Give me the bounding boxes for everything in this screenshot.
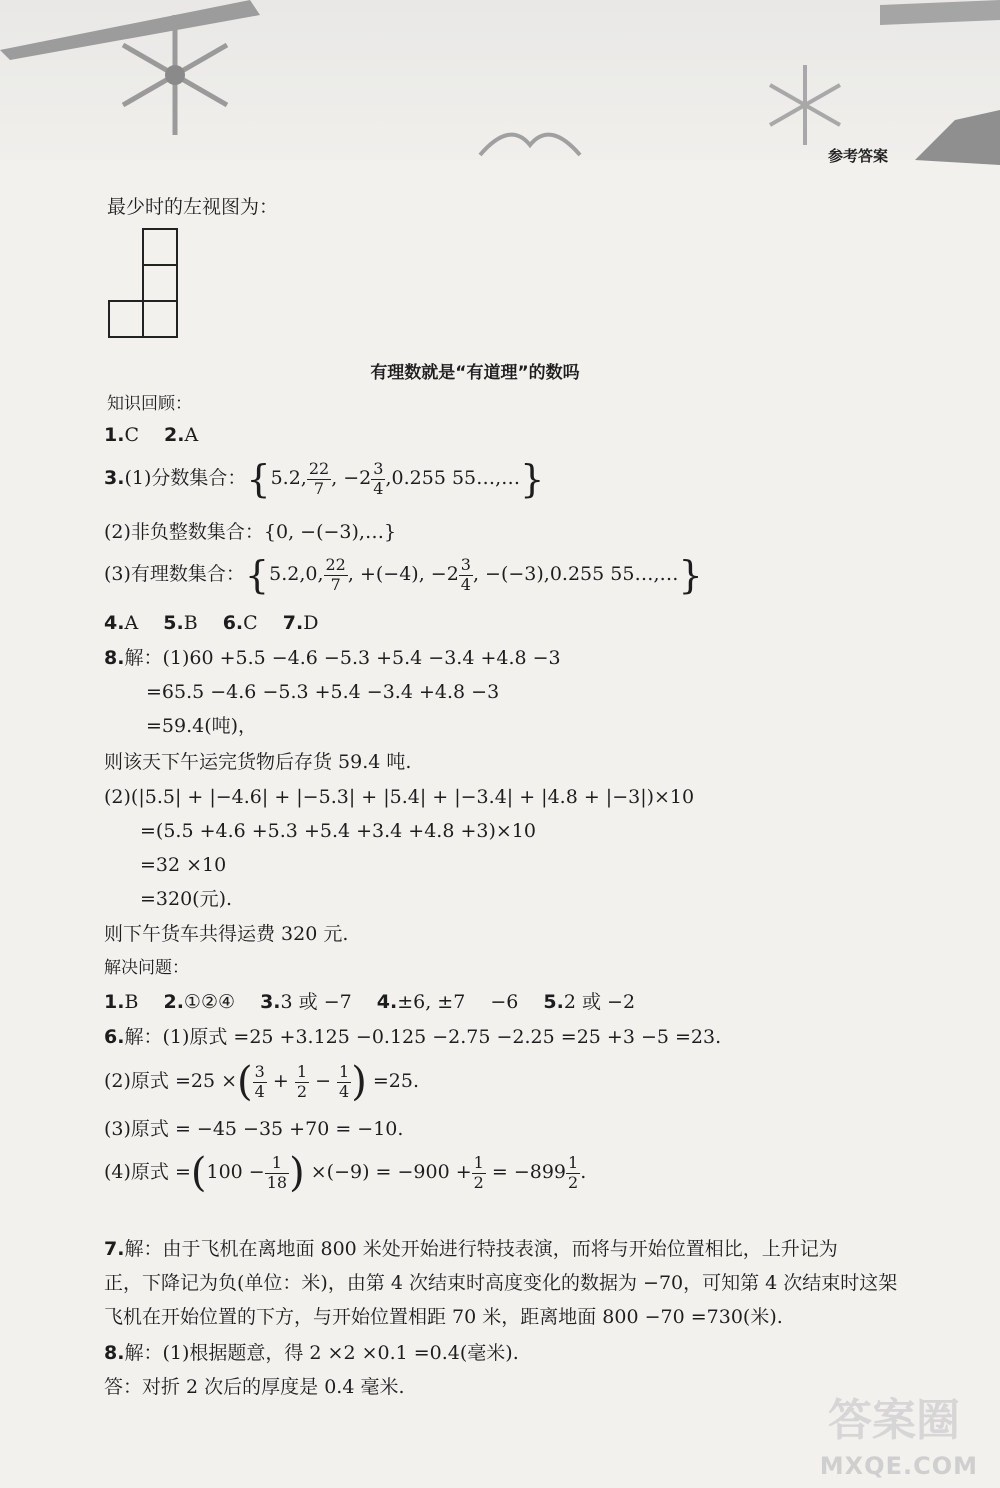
- answer-ps-q6-4: (4)原式 =(100 − $\frac{1}{18}$ ) ×(−9) = −900 + $\frac{1}{2}$ = −899 $\frac{1}{2}$ .: [104, 1150, 587, 1196]
- view-cell: [142, 300, 178, 338]
- answer-q8-line-7: =32 ×10: [140, 854, 227, 876]
- answer-ps-q7-line-3: 飞机在开始位置的下方，与开始位置相距 70 米，距离地面 800 −70 =730(米).: [104, 1306, 783, 1328]
- view-cell: [142, 228, 178, 266]
- answer-ps-q8-line-1: 8.解：(1)根据题意，得 2 ×2 ×0.1 =0.4(毫米).: [104, 1342, 519, 1364]
- knowledge-review-heading: 知识回顾：: [107, 394, 192, 414]
- left-view-caption: 最少时的左视图为：: [107, 196, 279, 218]
- view-cell: [108, 300, 144, 338]
- answer-q8-line-9: 则下午货车共得运费 320 元.: [104, 923, 349, 945]
- view-cell: [142, 264, 178, 302]
- page-header-label: 参考答案: [827, 147, 888, 165]
- answers-q1-q2: 1.C 2.A: [104, 424, 199, 446]
- answers-ps-q1-q5: 1.B 2.①②④ 3.3 或 −7 4.±6, ±7 −6 5.2 或 −2: [104, 991, 636, 1013]
- answer-q8-line-8: =320(元).: [140, 888, 233, 910]
- corner-decoration-icon: [915, 110, 1000, 165]
- answer-ps-q7-line-1: 7.解：由于飞机在离地面 800 米处开始进行特技表演，而将与开始位置相比，上升记为: [104, 1238, 838, 1260]
- snowflake-icon: [470, 115, 590, 165]
- watermark-url: MXQE.COM: [819, 1452, 978, 1480]
- pencil-decoration-icon: [880, 0, 1000, 30]
- answer-q3-1: 3.(1)分数集合：{5.2, $\frac{22}{7}$ , −2 $\frac{3}{4}$ ,0.255 55…,…}: [104, 457, 545, 501]
- answer-ps-q6-2: (2)原式 =25 ×( $\frac{3}{4}$ + $\frac{1}{2}$ − $\frac{1}{4}$ ) =25.: [104, 1059, 420, 1105]
- answer-q8-line-5: (2)(|5.5| + |−4.6| + |−5.3| + |5.4| + |−3.4| + |4.8 + |−3|)×10: [104, 786, 695, 808]
- section-title: 有理数就是“有道理”的数吗: [370, 363, 580, 383]
- pencil-decoration-icon: [0, 0, 260, 60]
- answer-q8-line-2: =65.5 −4.6 −5.3 +5.4 −3.4 +4.8 −3: [146, 681, 500, 703]
- snowflake-icon: [760, 60, 850, 150]
- answer-ps-q6-1: 6.解：(1)原式 =25 +3.125 −0.125 −2.75 −2.25 =25 +3 −5 =23.: [104, 1026, 722, 1048]
- answer-q8-line-3: =59.4(吨)，: [146, 715, 258, 737]
- answer-ps-q7-line-2: 正，下降记为负(单位：米)，由第 4 次结束时高度变化的数据为 −70，可知第 4 次结束时这架: [104, 1272, 898, 1294]
- answer-ps-q8-line-2: 答：对折 2 次后的厚度是 0.4 毫米.: [104, 1376, 405, 1398]
- answer-q8-line-1: 8.解：(1)60 +5.5 −4.6 −5.3 +5.4 −3.4 +4.8 −3: [104, 647, 561, 669]
- answer-q8-line-6: =(5.5 +4.6 +5.3 +5.4 +3.4 +4.8 +3)×10: [140, 820, 536, 842]
- answers-q4-q7: 4.A 5.B 6.C 7.D: [104, 612, 319, 634]
- problem-solving-heading: 解决问题：: [104, 958, 189, 978]
- answer-q3-3: (3)有理数集合：{5.2,0, $\frac{22}{7}$ , +(−4), −2 $\frac{3}{4}$ , −(−3),0.255 55…,…}: [104, 553, 703, 597]
- answer-q3-2: (2)非负整数集合：{0, −(−3),…}: [104, 521, 397, 543]
- watermark-logo: 答案圈: [828, 1395, 960, 1446]
- answer-q8-line-4: 则该天下午运完货物后存货 59.4 吨.: [104, 751, 412, 773]
- answer-ps-q6-3: (3)原式 = −45 −35 +70 = −10.: [104, 1118, 404, 1140]
